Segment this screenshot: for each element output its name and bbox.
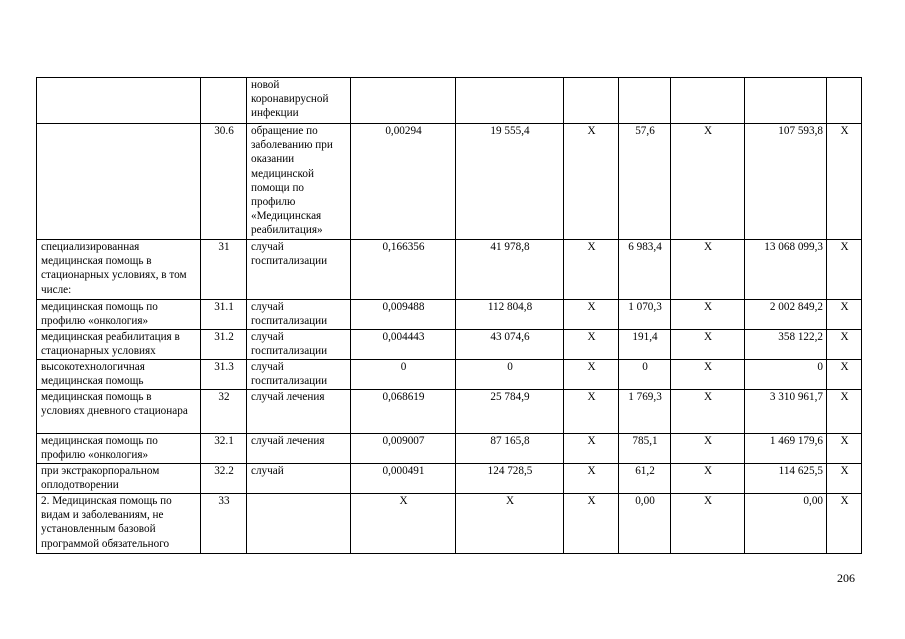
cell-x	[564, 78, 619, 124]
cell-name: медицинская помощь в условиях дневного стационара	[37, 390, 201, 434]
cell-value: 57,6	[619, 124, 671, 240]
cell-norm: 0,004443	[351, 330, 456, 360]
cell-x: Х	[671, 330, 745, 360]
cell-code: 31.2	[201, 330, 247, 360]
table-row	[37, 300, 862, 330]
cell-cost: 25 784,9	[456, 390, 564, 434]
cell-total: 13 068 099,3	[745, 240, 827, 300]
cell-x: Х	[827, 464, 862, 494]
cell-x: Х	[671, 390, 745, 434]
cell-x: Х	[671, 360, 745, 390]
cell-x: Х	[564, 124, 619, 240]
cell-cost: 0	[456, 360, 564, 390]
table-row	[37, 330, 862, 360]
cell-code: 32	[201, 390, 247, 434]
cell-unit: случай госпитализации	[247, 330, 351, 360]
table-row	[37, 434, 862, 464]
cell-name: 2. Медицинская помощь по видам и заболеваниям, не установленным базовой программой обязательного	[37, 494, 201, 554]
cell-norm: 0,009007	[351, 434, 456, 464]
cell-name: при экстракорпоральном оплодотворении	[37, 464, 201, 494]
cell-cost: 43 074,6	[456, 330, 564, 360]
cell-x: Х	[671, 494, 745, 554]
cell-code: 32.2	[201, 464, 247, 494]
cell-total: 107 593,8	[745, 124, 827, 240]
cell-x: Х	[827, 124, 862, 240]
cell-value: 1 070,3	[619, 300, 671, 330]
table-row	[37, 494, 862, 554]
cell-x: Х	[564, 390, 619, 434]
cell-code: 31.3	[201, 360, 247, 390]
cell-total: 0	[745, 360, 827, 390]
cell-value: 0,00	[619, 494, 671, 554]
table-row	[37, 124, 862, 240]
cell-x: Х	[671, 434, 745, 464]
cell-value: 61,2	[619, 464, 671, 494]
cell-x: Х	[564, 360, 619, 390]
cell-code: 31	[201, 240, 247, 300]
cell-name: высокотехнологичная медицинская помощь	[37, 360, 201, 390]
table-row	[37, 390, 862, 434]
cell-x: Х	[671, 300, 745, 330]
cell-cost	[456, 78, 564, 124]
cell-x: Х	[827, 240, 862, 300]
cell-code: 33	[201, 494, 247, 554]
cell-x: Х	[671, 464, 745, 494]
cell-unit	[247, 494, 351, 554]
cell-x: Х	[564, 330, 619, 360]
cell-cost: 87 165,8	[456, 434, 564, 464]
cell-unit: случай госпитализации	[247, 240, 351, 300]
cell-norm: 0,068619	[351, 390, 456, 434]
table-row	[37, 464, 862, 494]
cell-norm: 0	[351, 360, 456, 390]
cell-total: 358 122,2	[745, 330, 827, 360]
cell-unit: случай лечения	[247, 434, 351, 464]
cell-unit: случай госпитализации	[247, 360, 351, 390]
cell-norm: 0,166356	[351, 240, 456, 300]
cell-total: 3 310 961,7	[745, 390, 827, 434]
cell-x: Х	[564, 240, 619, 300]
cell-norm: Х	[351, 494, 456, 554]
cell-code: 31.1	[201, 300, 247, 330]
cell-x: Х	[827, 390, 862, 434]
cell-x: Х	[671, 240, 745, 300]
cell-x: Х	[827, 330, 862, 360]
table-row	[37, 78, 862, 124]
data-table	[36, 77, 862, 554]
cell-total: 114 625,5	[745, 464, 827, 494]
cell-code: 30.6	[201, 124, 247, 240]
table-row	[37, 240, 862, 300]
cell-total	[745, 78, 827, 124]
cell-x: Х	[564, 494, 619, 554]
cell-value	[619, 78, 671, 124]
cell-name: специализированная медицинская помощь в стационарных условиях, в том числе:	[37, 240, 201, 300]
cell-x: Х	[827, 300, 862, 330]
cell-x: Х	[671, 124, 745, 240]
cell-name	[37, 78, 201, 124]
cell-code: 32.1	[201, 434, 247, 464]
cell-x: Х	[564, 300, 619, 330]
cell-value: 6 983,4	[619, 240, 671, 300]
cell-value: 1 769,3	[619, 390, 671, 434]
cell-value: 0	[619, 360, 671, 390]
cell-x: Х	[827, 360, 862, 390]
cell-x: Х	[827, 494, 862, 554]
cell-total: 1 469 179,6	[745, 434, 827, 464]
cell-norm: 0,009488	[351, 300, 456, 330]
cell-name: медицинская помощь по профилю «онкология»	[37, 300, 201, 330]
page-number: 206	[837, 571, 855, 585]
cell-norm: 0,00294	[351, 124, 456, 240]
cell-total: 2 002 849,2	[745, 300, 827, 330]
cell-cost: 124 728,5	[456, 464, 564, 494]
cell-x: Х	[827, 434, 862, 464]
cell-x: Х	[564, 464, 619, 494]
cell-norm	[351, 78, 456, 124]
cell-unit: новой коронавирусной инфекции	[247, 78, 351, 124]
cell-unit: обращение по заболеванию при оказании медицинской помощи по профилю «Медицинская реабилитация»	[247, 124, 351, 240]
cell-x	[671, 78, 745, 124]
cell-code	[201, 78, 247, 124]
cell-name	[37, 124, 201, 240]
cell-total: 0,00	[745, 494, 827, 554]
cell-name: медицинская реабилитация в стационарных условиях	[37, 330, 201, 360]
cell-unit: случай лечения	[247, 390, 351, 434]
cell-x: Х	[564, 434, 619, 464]
cell-x	[827, 78, 862, 124]
cell-value: 191,4	[619, 330, 671, 360]
cell-unit: случай госпитализации	[247, 300, 351, 330]
cell-cost: 19 555,4	[456, 124, 564, 240]
table-row	[37, 360, 862, 390]
cell-cost: 112 804,8	[456, 300, 564, 330]
cell-unit: случай	[247, 464, 351, 494]
cell-name: медицинская помощь по профилю «онкология»	[37, 434, 201, 464]
cell-cost: Х	[456, 494, 564, 554]
cell-norm: 0,000491	[351, 464, 456, 494]
cell-value: 785,1	[619, 434, 671, 464]
cell-cost: 41 978,8	[456, 240, 564, 300]
